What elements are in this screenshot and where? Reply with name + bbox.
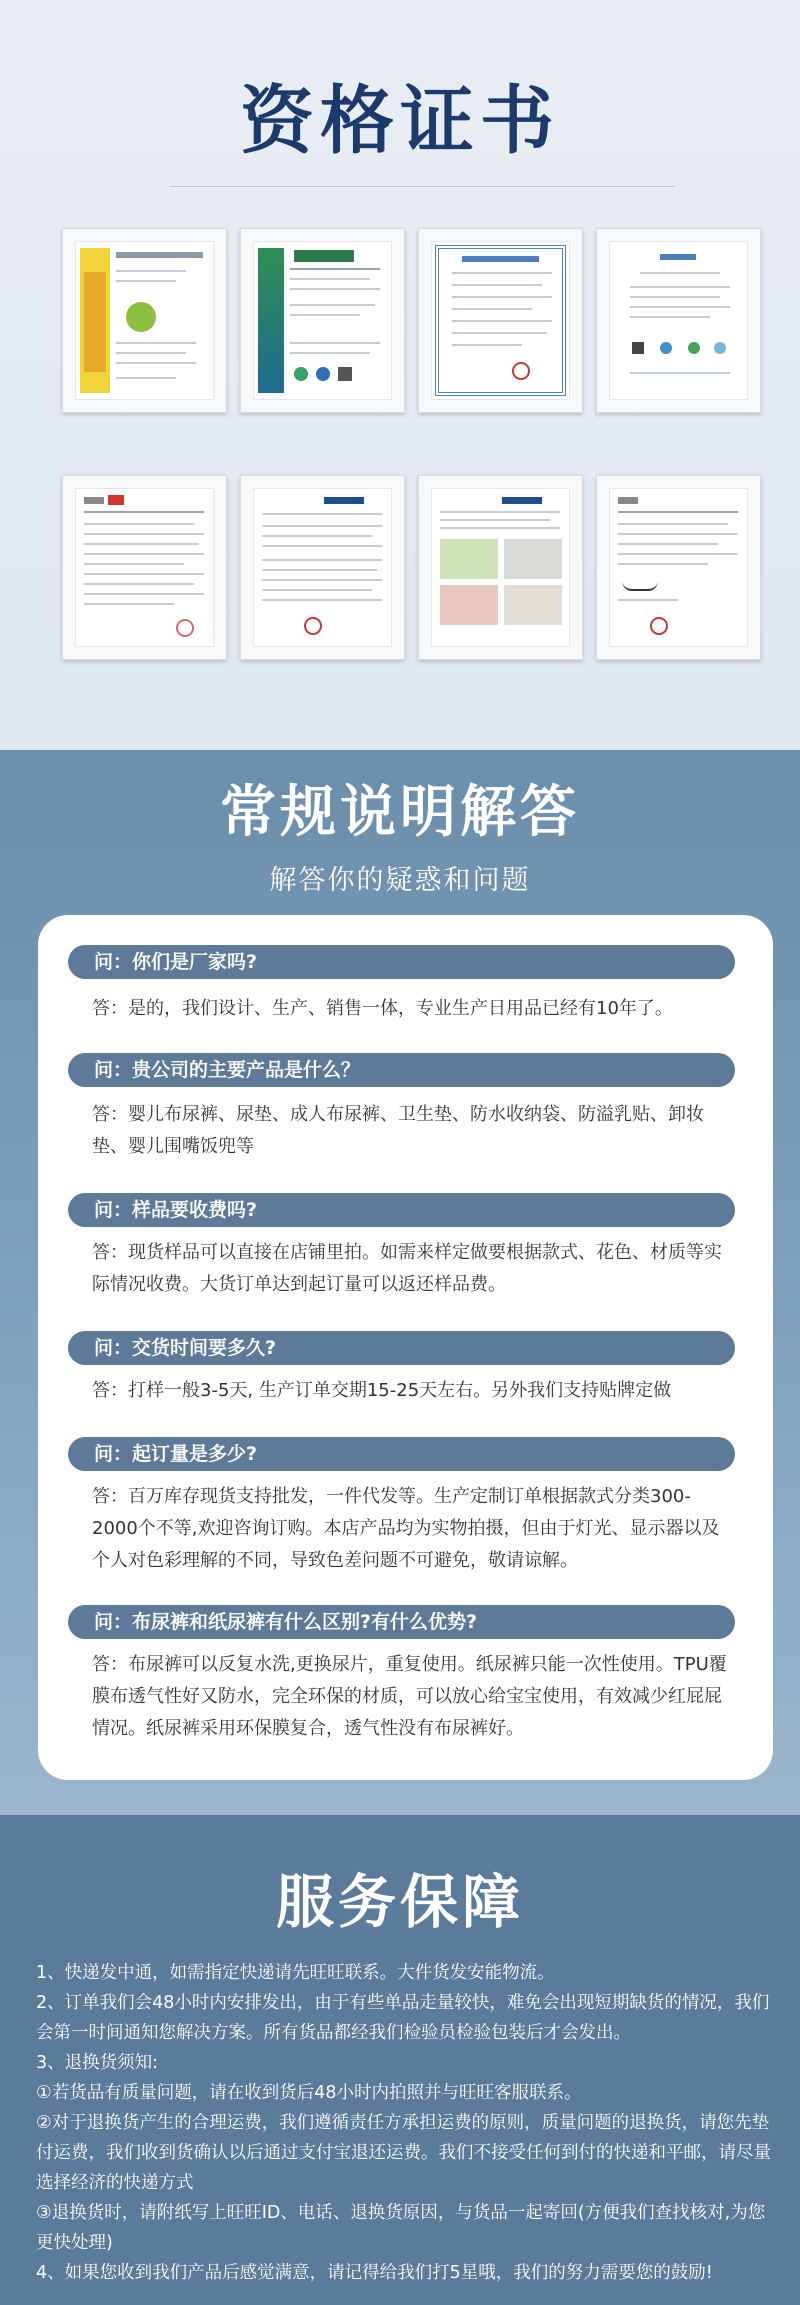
certificate-image bbox=[596, 228, 761, 413]
faq-question: 问：起订量是多少? bbox=[68, 1437, 735, 1471]
service-line: 3、退换货须知: bbox=[36, 2053, 159, 2073]
faq-answer: 答：布尿裤可以反复水洗,更换尿片，重复使用。纸尿裤只能一次性使用。TPU覆膜布透气性好又防水，完全环保的材质，可以放心给宝宝使用，有效减少红屁屁情况。纸尿裤采用环保膜复合，透气性没有布尿裤好。 bbox=[92, 1654, 727, 1739]
service-line: 2、订单我们会48小时内安排发出，由于有些单品走量较快，难免会出现短期缺货的情况，我们会第一时间通知您解决方案。所有货品都经我们检验员检验包装后才会发出。 bbox=[36, 1993, 770, 2043]
certificate-image bbox=[596, 475, 761, 660]
service-line: 4、如果您收到我们产品后感觉满意，请记得给我们打5星哦，我们的努力需要您的鼓励! bbox=[36, 2263, 713, 2283]
service-text bbox=[36, 1958, 776, 2288]
faq-question: 问：样品要收费吗? bbox=[68, 1193, 735, 1227]
faq-answer: 答：是的，我们设计、生产、销售一体，专业生产日用品已经有10年了。 bbox=[92, 998, 673, 1019]
faq-answer: 答：婴儿布尿裤、尿垫、成人布尿裤、卫生垫、防水收纳袋、防溢乳贴、卸妆垫、婴儿围嘴饭兜等 bbox=[92, 1104, 704, 1157]
service-title: 服务保障 bbox=[275, 1868, 524, 1936]
certificates-title: 资格证书 bbox=[240, 78, 560, 164]
certificates-section bbox=[0, 0, 800, 750]
faq-question: 问：你们是厂家吗? bbox=[68, 945, 735, 979]
certificate-image bbox=[240, 228, 405, 413]
faq-question: 问：交货时间要多久? bbox=[68, 1331, 735, 1365]
certificate-image bbox=[240, 475, 405, 660]
divider bbox=[170, 186, 675, 187]
faq-subtitle: 解答你的疑惑和问题 bbox=[269, 865, 531, 896]
service-line: 1、快递发中通，如需指定快递请先旺旺联系。大件货发安能物流。 bbox=[36, 1963, 555, 1983]
faq-question: 问：布尿裤和纸尿裤有什么区别?有什么优势? bbox=[68, 1605, 735, 1639]
certificate-image bbox=[62, 228, 227, 413]
service-line: ③退换货时，请附纸写上旺旺ID、电话、退换货原因，与货品一起寄回(方便我们查找核对,为您更快处理) bbox=[36, 2203, 766, 2253]
faq-card bbox=[38, 915, 773, 1780]
faq-answer: 答：打样一般3-5天, 生产订单交期15-25天左右。另外我们支持贴牌定做 bbox=[92, 1380, 672, 1401]
faq-question: 问：贵公司的主要产品是什么？ bbox=[68, 1053, 735, 1087]
service-line: ①若货品有质量问题，请在收到货后48小时内拍照并与旺旺客服联系。 bbox=[36, 2083, 582, 2103]
certificate-image bbox=[418, 228, 583, 413]
certificate-image bbox=[418, 475, 583, 660]
faq-answer: 答：百万库存现货支持批发，一件代发等。生产定制订单根据款式分类300-2000个不等,欢迎咨询订购。本店产品均为实物拍摄，但由于灯光、显示器以及个人对色彩理解的不同，导致色差问题不可避免，敬请谅解。 bbox=[92, 1486, 720, 1571]
certificate-image bbox=[62, 475, 227, 660]
faq-section bbox=[0, 750, 800, 1815]
service-line: ②对于退换货产生的合理运费，我们遵循责任方承担运费的原则，质量问题的退换货，请您先垫付运费，我们收到货确认以后通过支付宝退还运费。我们不接受任何到付的快递和平邮，请尽量选择经济的快递方式 bbox=[36, 2113, 771, 2193]
faq-title: 常规说明解答 bbox=[220, 779, 580, 845]
faq-answer: 答：现货样品可以直接在店铺里拍。如需来样定做要根据款式、花色、材质等实际情况收费。大货订单达到起订量可以返还样品费。 bbox=[92, 1242, 722, 1295]
service-section bbox=[0, 1815, 800, 2305]
